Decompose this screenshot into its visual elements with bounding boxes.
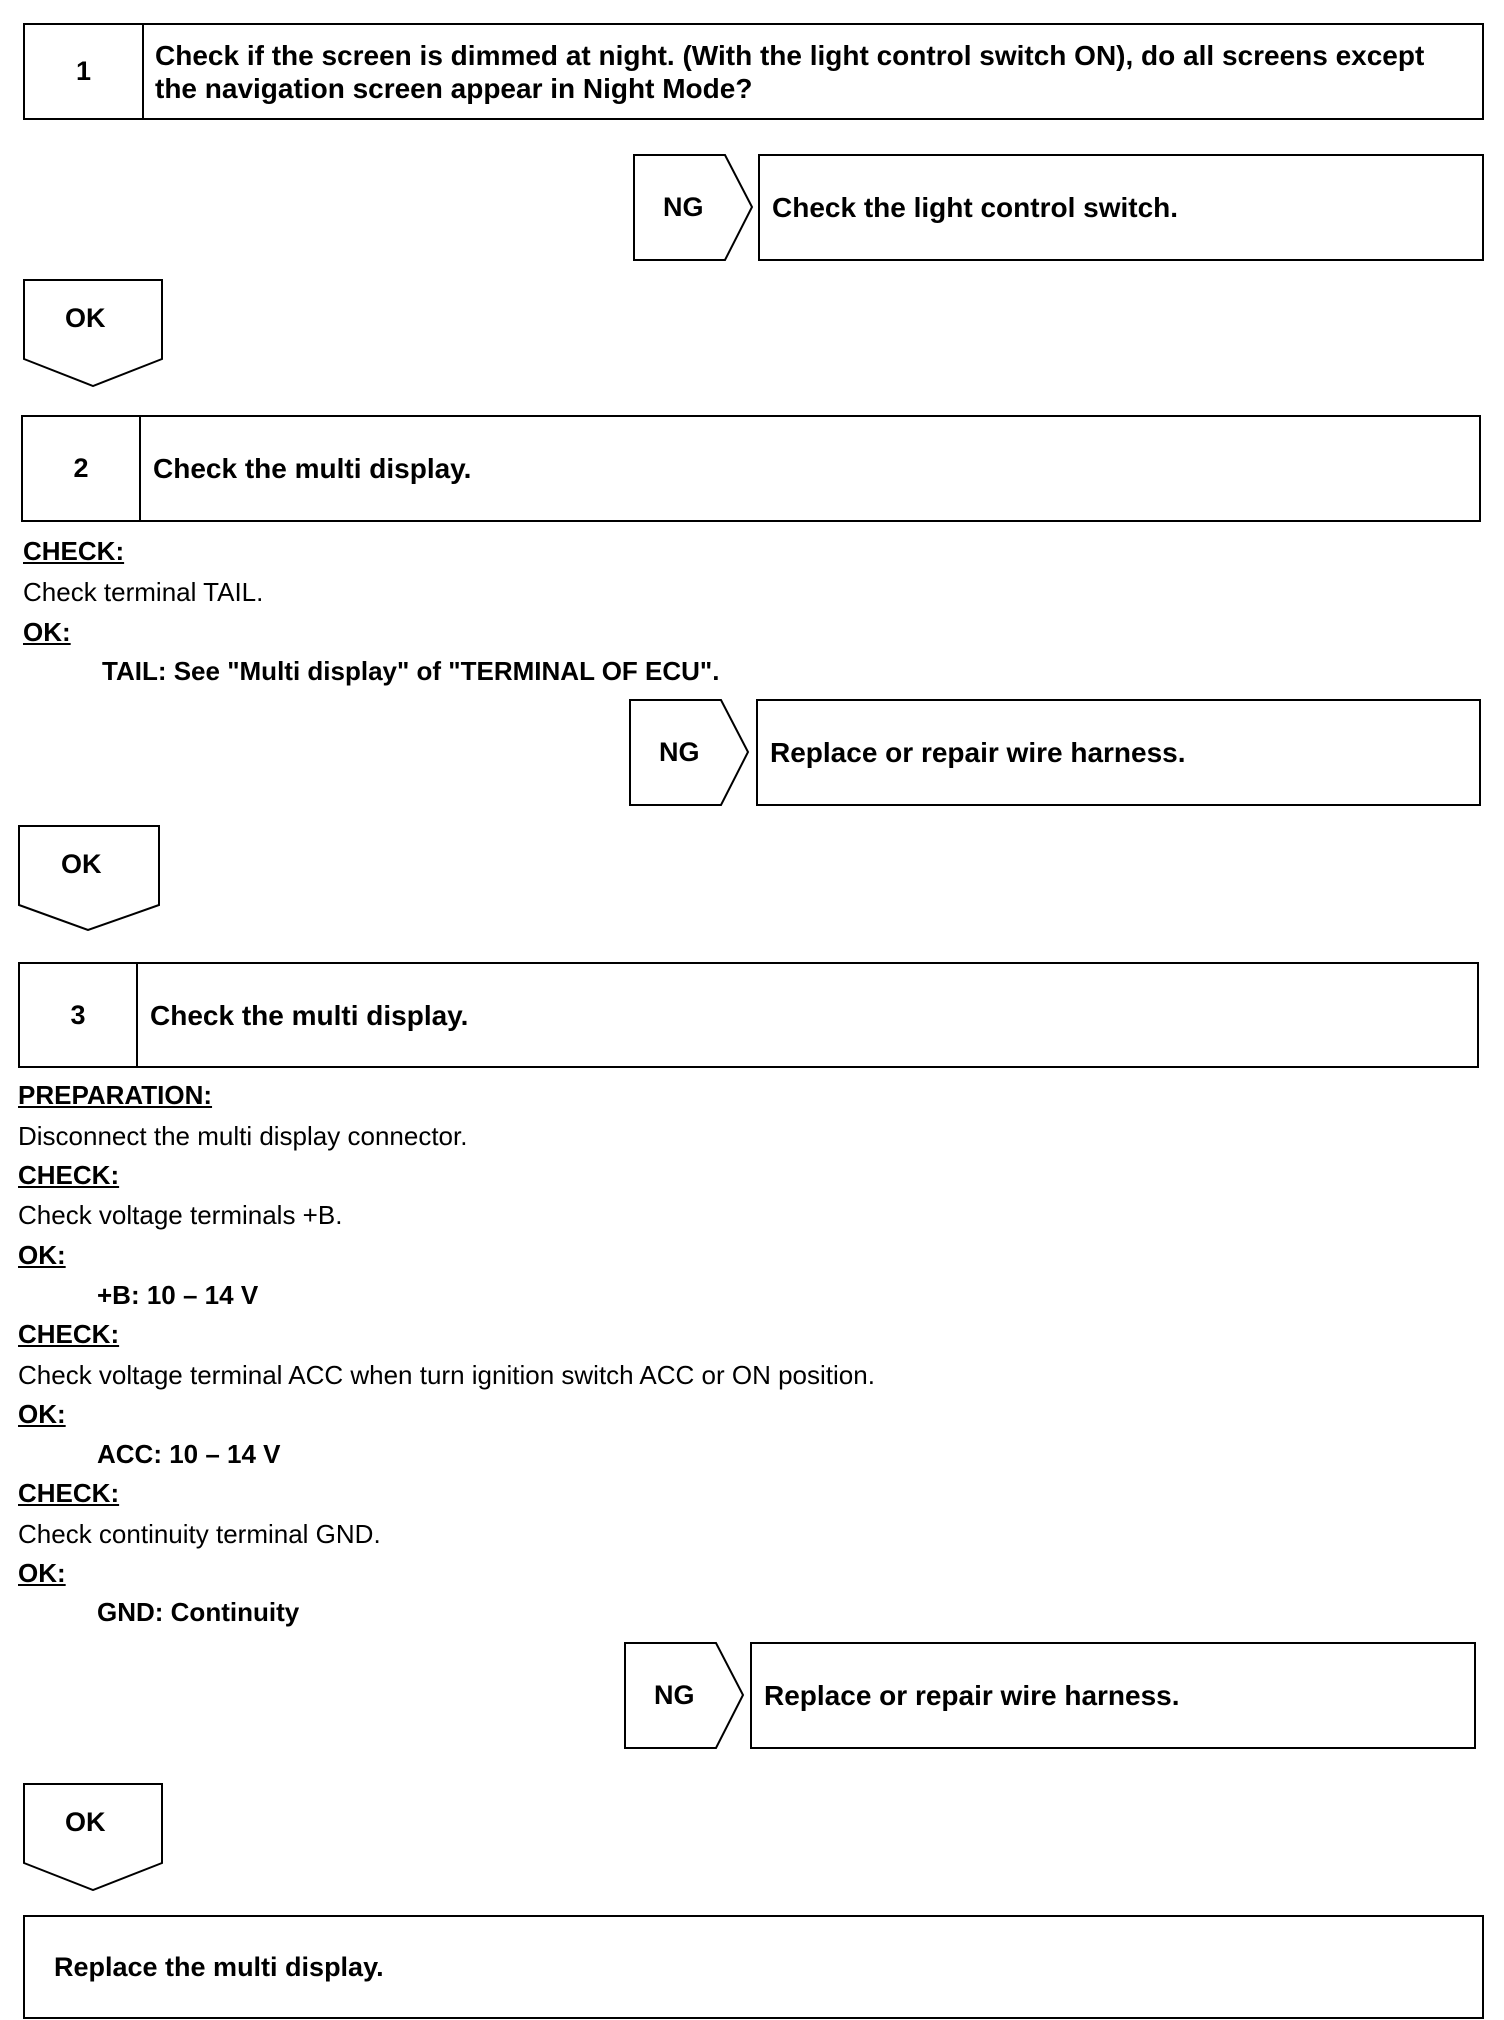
ng-branch-3: [624, 1642, 1476, 1749]
ok-spec: +B: 10 – 14 V: [97, 1280, 259, 1310]
ok-spec: GND: Continuity: [97, 1597, 300, 1627]
step-number: 1: [25, 25, 144, 118]
check-text: Check voltage terminal ACC when turn ignition switch ACC or ON position.: [18, 1360, 875, 1390]
ok-heading: OK:: [23, 617, 71, 647]
ok-spec: ACC: 10 – 14 V: [97, 1439, 281, 1469]
ng-action: Check the light control switch.: [772, 191, 1179, 223]
step-1-box: [23, 23, 1484, 120]
ng-branch-1: [633, 154, 1484, 261]
step-title: Check the multi display.: [153, 453, 472, 484]
ng-label: NG: [659, 737, 700, 767]
step-title: Check the multi display.: [150, 999, 469, 1031]
ng-action: Replace or repair wire harness.: [770, 736, 1186, 768]
preparation-text: Disconnect the multi display connector.: [18, 1121, 468, 1151]
check-text: Check terminal TAIL.: [23, 577, 264, 607]
ok-label: OK: [65, 1807, 106, 1837]
ng-action: Replace or repair wire harness.: [764, 1679, 1180, 1711]
final-action-box: [23, 1915, 1484, 2019]
preparation-heading: PREPARATION:: [18, 1080, 213, 1110]
ng-action-box: [750, 1642, 1476, 1749]
ng-action-box: [756, 699, 1481, 806]
ok-label: OK: [65, 303, 106, 333]
check-heading: CHECK:: [18, 1478, 120, 1508]
ng-branch-2: [629, 699, 1481, 806]
ok-heading: OK:: [18, 1558, 66, 1588]
ok-heading: OK:: [18, 1399, 66, 1429]
step-number: 3: [20, 964, 138, 1066]
check-heading: CHECK:: [18, 1319, 120, 1349]
ok-branch-2: [18, 825, 160, 931]
ok-branch-3: [23, 1783, 163, 1891]
ok-heading: OK:: [18, 1240, 66, 1270]
ng-action-box: [758, 154, 1484, 261]
step-3-box: [18, 962, 1479, 1068]
check-text: Check continuity terminal GND.: [18, 1519, 381, 1549]
step-title: Check if the screen is dimmed at night. (With the light control switch ON), do all screens except the navigation screen appear in Night Mode?: [155, 39, 1425, 104]
step-2-box: [21, 415, 1481, 522]
ok-branch-1: [23, 279, 163, 387]
step-number: 2: [23, 417, 141, 520]
check-text: Check voltage terminals +B.: [18, 1200, 343, 1230]
final-action: Replace the multi display.: [54, 1951, 384, 1982]
check-heading: CHECK:: [23, 536, 125, 566]
ng-label: NG: [663, 192, 704, 222]
ng-label: NG: [654, 1680, 695, 1710]
ok-label: OK: [61, 849, 102, 879]
check-heading: CHECK:: [18, 1160, 120, 1190]
ok-spec: TAIL: See "Multi display" of "TERMINAL OF ECU".: [102, 656, 720, 686]
